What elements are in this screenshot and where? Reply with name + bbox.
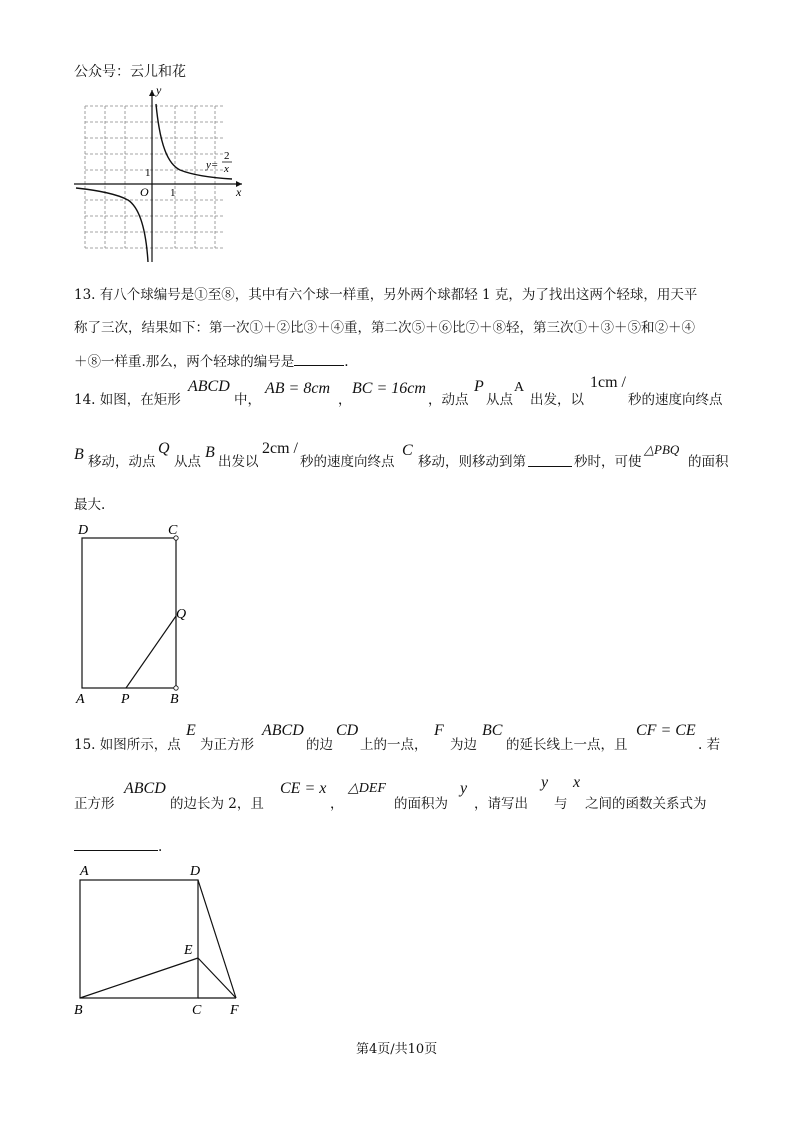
page-number: 第4页/共10页 [356,1042,438,1057]
label-c: C [168,523,178,538]
q15-ce-x: CE = x [280,780,327,797]
label-d: D [78,523,89,538]
tick-y-label: 1 [145,167,151,179]
q15-triangle: △DEF [348,781,386,796]
q15-cf-ce: CF = CE [636,722,696,739]
q15-answer-blank[interactable] [74,836,158,851]
curve-branch-1 [156,104,232,179]
q13-answer-blank[interactable] [294,351,344,366]
label-f: F [230,1003,239,1018]
x-axis-label: x [236,185,242,199]
label-a: A [76,692,85,707]
q14-p1: 14. 如图，在矩形 [74,392,181,408]
hyperbola-graph [60,80,260,270]
label-d: D [190,864,201,879]
q14-ab: AB = 8cm [265,380,330,397]
segment-ef [198,958,236,998]
rectangle-figure [70,520,200,710]
q14-bc: BC = 16cm [352,380,426,397]
label-p: P [121,692,130,707]
label-b: B [170,692,179,707]
origin-label: O [140,185,149,199]
curve-label-num: 2 [224,150,230,162]
header-account: 公众号：云儿和花 [74,64,186,80]
segment-df [198,880,236,998]
segment-be [80,958,198,998]
q13-line1: 13. 有八个球编号是①至⑧，其中有六个球一样重，另外两个球都轻 1 克，为了找出这两个轻球，用天平 [74,287,698,303]
q13-line2: 称了三次，结果如下：第一次①＋②比③＋④重，第二次⑤＋⑥比⑦＋⑧轻，第三次①＋③＋⑤和②＋④ [74,320,695,336]
q13-line3: ＋⑧一样重.那么，两个轻球的编号是 . [74,351,349,372]
segment-pq [126,616,176,688]
y-axis-label: y [156,83,162,97]
curve-label-y: y= [206,159,219,171]
q14-speed1: 1cm / [590,374,626,391]
q15-p1: 15. 如图所示，点 [74,737,181,753]
q14-abcd: ABCD [188,378,230,395]
q14-triangle: △PBQ [644,442,680,457]
q13-line3-text: ＋⑧一样重.那么，两个轻球的编号是 [74,354,295,370]
label-e: E [184,943,193,958]
label-c: C [192,1003,202,1018]
label-a: A [80,864,89,879]
label-b: B [74,1003,83,1018]
square-figure [70,860,250,1020]
q14-answer-blank[interactable] [528,452,572,467]
q14-speed2: 2cm / [262,440,298,457]
label-q: Q [176,607,187,622]
tick-x-label: 1 [170,187,176,199]
curve-branch-2 [76,188,148,262]
curve-label-den: x [224,163,229,175]
